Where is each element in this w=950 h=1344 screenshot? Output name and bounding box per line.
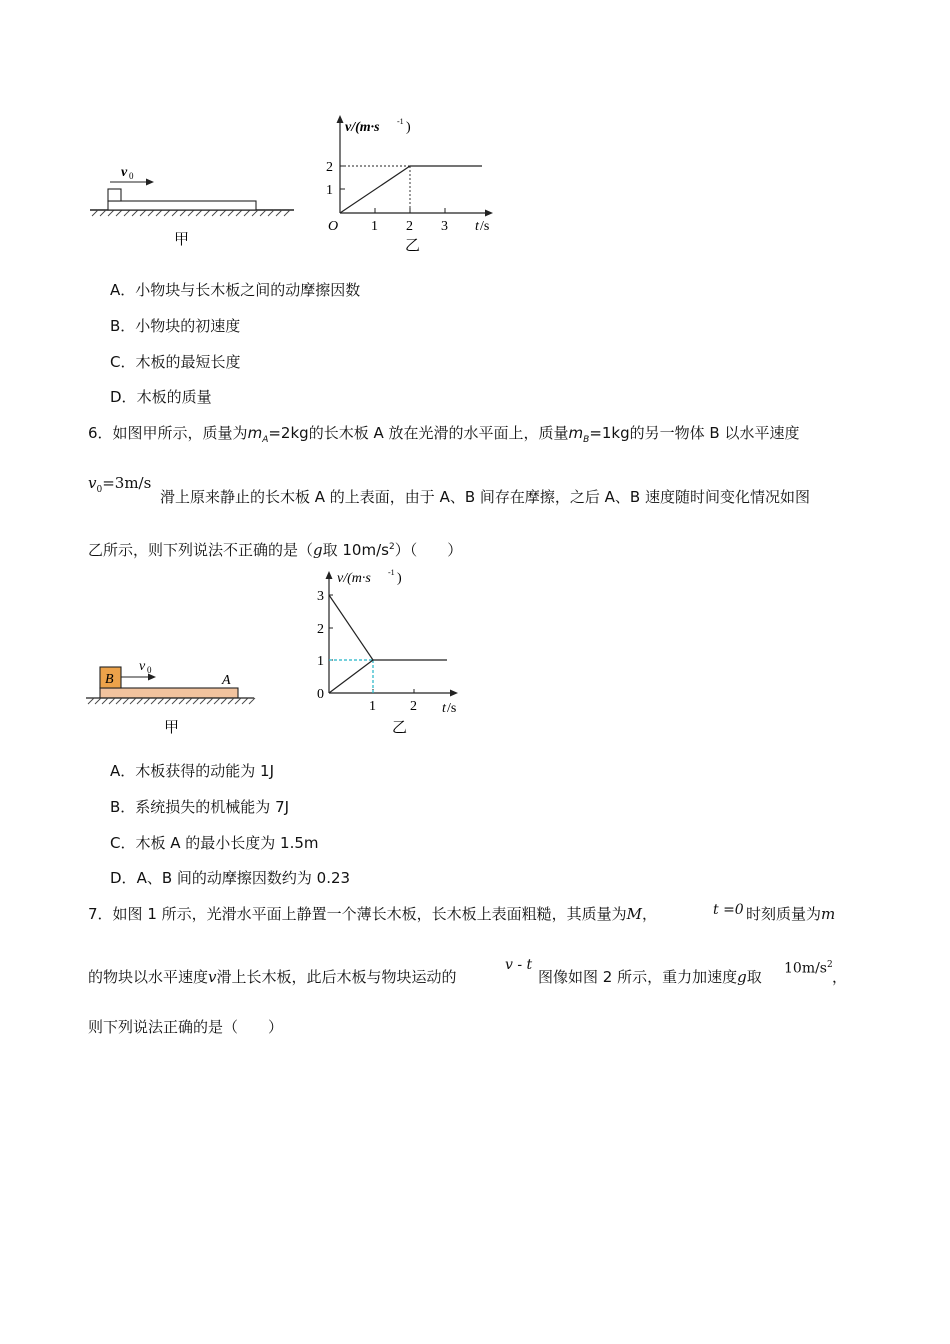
velocity-curve: [340, 166, 482, 213]
origin-label: 0: [317, 687, 324, 702]
svg-text:t: t: [475, 219, 479, 234]
option-a[interactable]: A．木板获得的动能为 1J: [110, 762, 275, 780]
x-tick: 2: [410, 699, 417, 714]
option-d[interactable]: D．木板的质量: [110, 388, 212, 406]
option-a[interactable]: A．小物块与长木板之间的动摩擦因数: [110, 281, 361, 299]
fig1-left-diagram: [86, 150, 301, 250]
board-a: [100, 688, 238, 698]
x-tick: 3: [441, 219, 448, 234]
svg-text:): ): [406, 120, 411, 135]
figure-caption-yi: 乙: [405, 238, 421, 254]
figure-caption-jia: 甲: [174, 232, 190, 248]
svg-text:-1: -1: [397, 117, 404, 126]
option-b[interactable]: B．小物块的初速度: [110, 317, 241, 335]
question-7-line1: 7．如图 1 所示，光滑水平面上静置一个薄长木板，长木板上表面粗糙，其质量为M，: [88, 905, 658, 923]
vt-formula: v - t: [505, 957, 533, 973]
svg-text:v/(m·s: v/(m·s: [337, 571, 371, 586]
svg-text:-1: -1: [388, 568, 395, 577]
velocity-curve-a: [329, 660, 447, 693]
x-tick: 2: [406, 219, 413, 234]
question-7-line2a: 的物块以水平速度v滑上长木板，此后木板与物块运动的: [88, 968, 457, 986]
figure-caption-yi: 乙: [392, 720, 408, 736]
x-tick: 1: [369, 699, 376, 714]
origin-label: O: [328, 219, 339, 234]
question-7-line3: 则下列说法正确的是（ ）: [88, 1018, 284, 1036]
long-board: [108, 201, 256, 210]
svg-text:A: A: [222, 673, 231, 688]
svg-text:0: 0: [129, 171, 134, 181]
question-6-line2: 滑上原来静止的长木板 A 的上表面，由于 A、B 间存在摩擦，之后 A、B 速度随时间变化情况如图: [160, 488, 810, 506]
option-c[interactable]: C．木板的最短长度: [110, 353, 241, 371]
svg-text:B: B: [105, 672, 114, 687]
question-6-line1: 6．如图甲所示，质量为$m_A=2kg$的长木板 A 放在光滑的水平面上，质量$m_B=1kg$的另一物体 B 以水平速度: [88, 424, 800, 445]
small-block: [108, 189, 121, 201]
svg-text:/s: /s: [447, 701, 457, 716]
question-6-line3: 乙所示，则下列说法不正确的是（g取 $10m/s^2$）（ ）: [88, 541, 463, 559]
option-b[interactable]: B．系统损失的机械能为 7J: [110, 798, 290, 816]
svg-text:v: v: [139, 659, 146, 674]
v0-formula: $v_0=3m/s$: [88, 474, 152, 495]
figure-caption-jia: 甲: [164, 720, 180, 736]
velocity-label: v: [121, 165, 128, 180]
g-value-formula: $10m/s^2$: [784, 960, 833, 977]
option-c[interactable]: C．木板 A 的最小长度为 1.5m: [110, 834, 319, 852]
y-tick: 1: [317, 654, 324, 669]
t0-formula: t =0: [713, 902, 744, 918]
fig2-vt-graph: [310, 565, 470, 740]
y-tick: 2: [326, 160, 333, 175]
x-tick: 1: [371, 219, 378, 234]
option-d[interactable]: D．A、B 间的动摩擦因数约为 0.23: [110, 869, 351, 887]
y-tick: 2: [317, 622, 324, 637]
svg-text:): ): [397, 571, 402, 586]
velocity-curve-b: [329, 595, 373, 660]
fig1-vt-graph: [320, 112, 500, 257]
svg-text:t: t: [442, 701, 446, 716]
fig2-left-diagram: [84, 650, 259, 740]
y-tick: 1: [326, 183, 333, 198]
svg-text:0: 0: [147, 665, 152, 675]
svg-text:v/(m·s: v/(m·s: [345, 120, 380, 135]
y-tick: 3: [317, 589, 324, 604]
svg-text:/s: /s: [480, 219, 490, 234]
